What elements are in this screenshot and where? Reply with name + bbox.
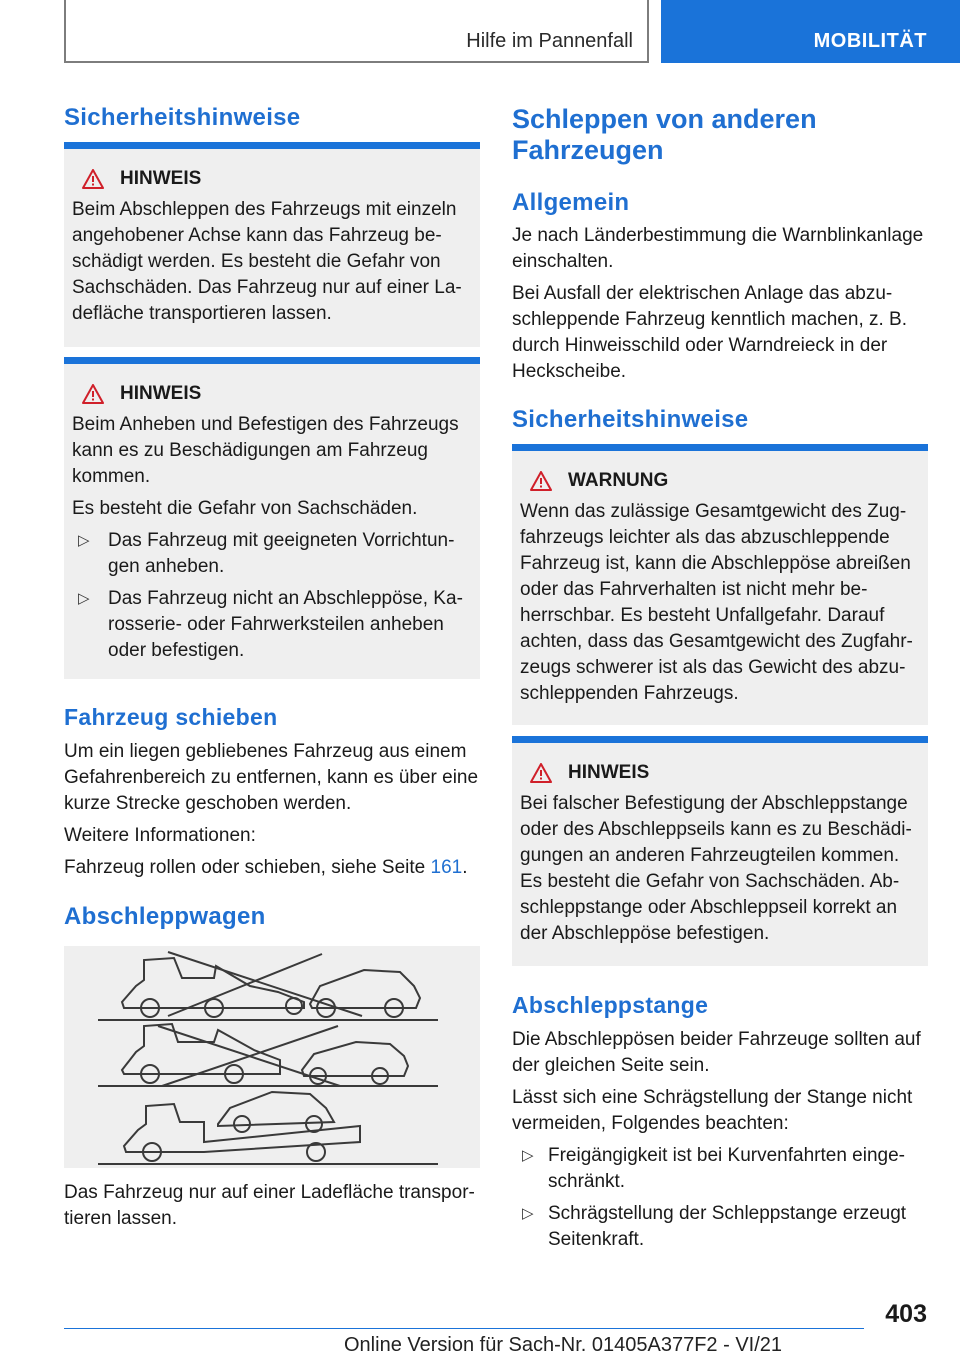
footer-divider	[64, 1328, 864, 1329]
notice-header	[72, 382, 472, 406]
heading-safety: Sicherheitshinweise	[64, 104, 301, 131]
paragraph: Um ein liegen gebliebenes Fahrzeug aus einem Gefahrenbereich zu entfernen, kann es über eine kurze Strecke geschoben werden.	[64, 741, 479, 814]
paragraph: Fahrzeug rollen oder schieben, siehe Seite 161.	[64, 857, 468, 878]
list-item-text: Das Fahrzeug mit geeigneten Vorrichtungen anheben.	[108, 530, 455, 577]
paragraph: Die Abschleppösen beider Fahrzeuge sollten auf der gleichen Seite sein.	[512, 1029, 921, 1076]
bullet-triangle-icon: ▷	[78, 590, 90, 607]
section-push	[64, 704, 480, 881]
list-item-text: Das Fahrzeug nicht an Abschleppöse, Karosserie- oder Fahrwerksteilen anheben oder befestigen.	[108, 588, 463, 661]
notice-text: Bei falscher Befestigung der Abschleppstange oder des Abschleppseils kann es zu Beschädigungen an anderen Fahrzeugteilen kommen. Es besteht die Gefahr von Sachschäden. Abschleppstange oder Abschleppseil korrekt an der Abschleppöse befestigen.	[520, 793, 912, 944]
page-number: 403	[885, 1300, 927, 1328]
paragraph: Je nach Länderbestimmung die Warnblinkanlage einschalten.	[512, 225, 924, 272]
list-item	[512, 1143, 928, 1195]
notice-label: HINWEIS	[120, 383, 202, 404]
list-item-text: Freigängigkeit ist bei Kurvenfahrten eingeschränkt.	[548, 1145, 905, 1192]
notice-box-2	[64, 357, 480, 679]
notice-header	[520, 761, 920, 785]
page-link[interactable]: 161	[430, 857, 463, 878]
list-item	[72, 528, 472, 580]
bullet-triangle-icon: ▷	[522, 1205, 534, 1222]
chapter-tab[interactable]	[661, 0, 960, 63]
warning-triangle-icon	[82, 169, 104, 189]
notice-box-1	[64, 142, 480, 347]
paragraph: Bei Ausfall der elektrischen Anlage das abzuschleppende Fahrzeug kenntlich machen, z. B. durch Hinweisschild oder Warndreieck in der Heckscheibe.	[512, 283, 908, 382]
bullet-triangle-icon: ▷	[78, 532, 90, 549]
warning-triangle-icon	[530, 763, 552, 783]
section-header	[64, 0, 649, 63]
towing-diagram-image	[64, 946, 480, 1168]
warning-triangle-icon	[530, 471, 552, 491]
footer-online-version: Online Version für Sach-Nr. 01405A377F2 - VI/21	[344, 1334, 783, 1356]
paragraph: Lässt sich eine Schrägstellung der Stange nicht vermeiden, Folgendes beachten:	[512, 1087, 913, 1134]
warning-box	[512, 444, 928, 725]
warning-label: WARNUNG	[568, 470, 669, 491]
notice-header	[72, 167, 472, 191]
paragraph: Weitere Informationen:	[64, 825, 256, 846]
tow-truck-illustration	[64, 946, 480, 1168]
chapter-title: MOBILITÄT	[813, 30, 927, 52]
list-item-text: Schrägstellung der Schleppstange erzeugt Seitenkraft.	[548, 1203, 907, 1250]
heading-push: Fahrzeug schieben	[64, 704, 278, 730]
warning-triangle-icon	[82, 384, 104, 404]
section-tow-bar	[512, 992, 928, 1253]
list-item	[512, 1201, 928, 1253]
notice-text: Beim Anheben und Befestigen des Fahrzeugs kann es zu Beschädigungen am Fahrzeug kommen.	[72, 414, 459, 487]
notice-label: HINWEIS	[120, 168, 202, 189]
section-general	[512, 189, 928, 385]
heading-tow-bar: Abschleppstange	[512, 992, 709, 1018]
notice-header	[520, 469, 920, 493]
list-item	[72, 586, 472, 664]
heading-general: Allgemein	[512, 189, 630, 216]
section-title: Hilfe im Pannenfall	[466, 30, 633, 52]
heading-tow-truck: Abschleppwagen	[64, 903, 266, 930]
warning-text: Wenn das zulässige Gesamtgewicht des Zugfahrzeugs leichter als das abzuschleppende Fahrzeug ist, kann die Abschleppöse abreißen oder das Fahrverhalten ist nicht mehr beherrschbar. Es besteht Unfallgefahr. Darauf achten, dass das Gesamtgewicht des Zugfahrzeugs schwerer ist als das Gewicht des abzuschleppenden Fahrzeugs.	[520, 501, 913, 704]
caption: Das Fahrzeug nur auf einer Ladefläche transportieren lassen.	[64, 1182, 475, 1229]
notice-text: Beim Abschleppen des Fahrzeugs mit einzeln angehobener Achse kann das Fahrzeug beschädigt werden. Es besteht die Gefahr von Sachschäden. Das Fahrzeug nur auf einer Ladefläche transportieren lassen.	[72, 199, 462, 324]
notice-text: Es besteht die Gefahr von Sachschäden.	[72, 498, 418, 519]
heading-towing-other: Schleppen von anderen Fahrzeugen	[512, 104, 817, 165]
notice-label: HINWEIS	[568, 762, 650, 783]
bullet-triangle-icon: ▷	[522, 1147, 534, 1164]
heading-safety-right: Sicherheitshinweise	[512, 406, 749, 433]
notice-box-3	[512, 736, 928, 966]
